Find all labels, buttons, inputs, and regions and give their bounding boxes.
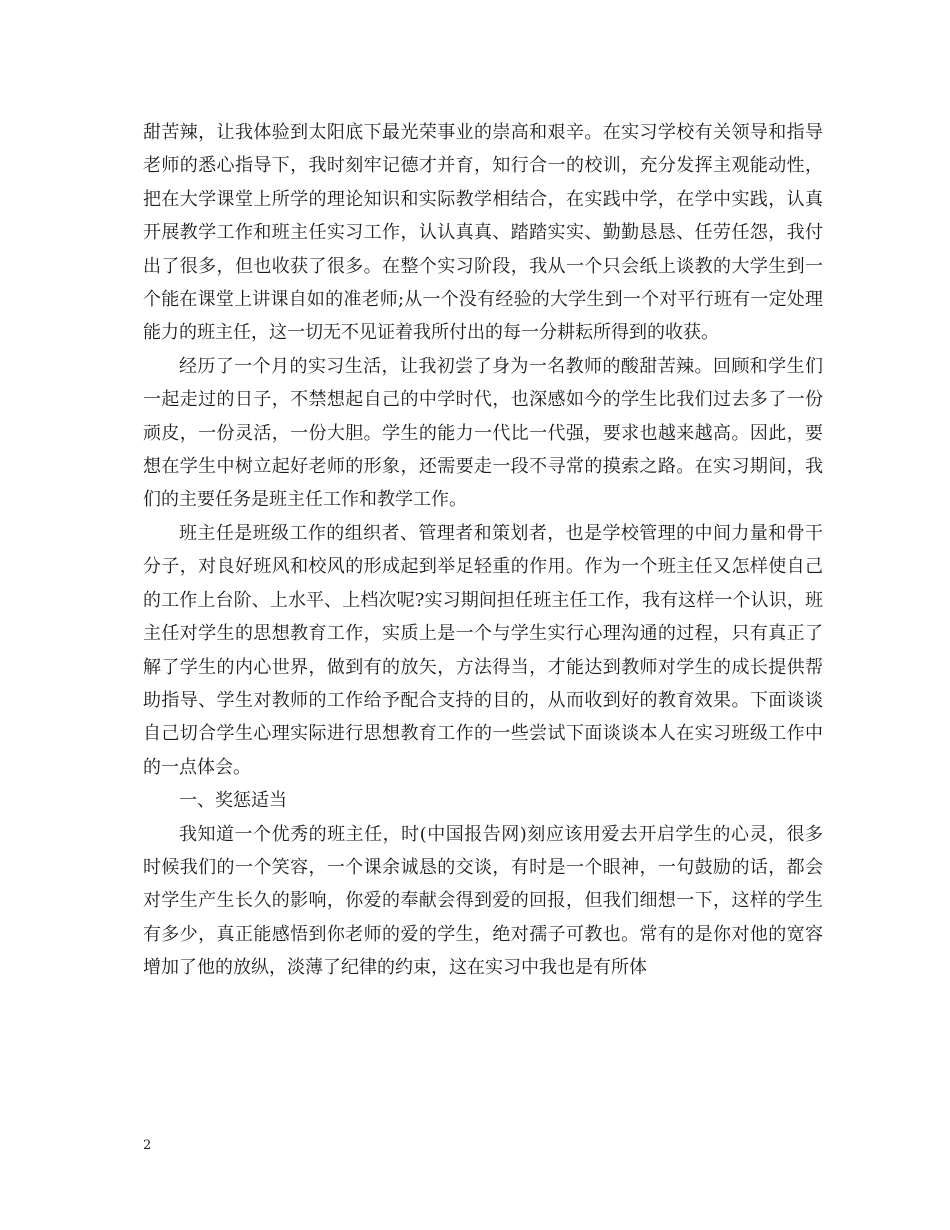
section-heading-rewards-punishments: 一、奖惩适当: [179, 790, 287, 812]
paragraph-internship-experience: 经历了一个月的实习生活，让我初尝了身为一名教师的酸甜苦辣。回顾和学生们一起走过的日子，不禁想起自己的中学时代，也深感如今的学生比我们过去多了一份顽皮，一份灵活，一份大胆。学生的能力一代比一代强，要求也越来越高。因此，要想在学生中树立起好老师的形象，还需要走一段不寻常的摸索之路。在实习期间，我们的主要任务是班主任工作和教学工作。: [143, 355, 823, 511]
page-number: 2: [143, 1138, 152, 1153]
body-text: [143, 116, 823, 985]
paragraph-continued: 甜苦辣，让我体验到太阳底下最光荣事业的崇高和艰辛。在实习学校有关领导和指导老师的悉心指导下，我时刻牢记德才并育，知行合一的校训，充分发挥主观能动性，把在大学课堂上所学的理论知识和实际教学相结合，在实践中学，在学中实践，认真开展教学工作和班主任实习工作，认认真真、踏踏实实、勤勤恳恳、任劳任怨，我付出了很多，但也收获了很多。在整个实习阶段，我从一个只会纸上谈教的大学生到一个能在课堂上讲课自如的准老师;从一个没有经验的大学生到一个对平行班有一定处理能力的班主任，这一切无不见证着我所付出的每一分耕耘所得到的收获。: [143, 122, 823, 344]
paragraph-excellent-teacher: 我知道一个优秀的班主任，时(中国报告网)刻应该用爱去开启学生的心灵，很多时候我们的一个笑容，一个课余诚恳的交谈，有时是一个眼神，一句鼓励的话，都会对学生产生长久的影响，你爱的奉献会得到爱的回报，但我们细想一下，这样的学生有多少，真正能感悟到你老师的爱的学生，绝对孺子可教也。常有的是你对他的宽容增加了他的放纵，淡薄了纪律的约束，这在实习中我也是有所体: [143, 823, 823, 979]
paragraph-head-teacher: 班主任是班级工作的组织者、管理者和策划者，也是学校管理的中间力量和骨干分子，对良好班风和校风的形成起到举足轻重的作用。作为一个班主任又怎样使自己的工作上台阶、上水平、上档次呢?实习期间担任班主任工作，我有这样一个认识，班主任对学生的思想教育工作，实质上是一个与学生实行心理沟通的过程，只有真正了解了学生的内心世界，做到有的放矢，方法得当，才能达到教师对学生的成长提供帮助指导、学生对教师的工作给予配合支持的目的，从而收到好的教育效果。下面谈谈自己切合学生心理实际进行思想教育工作的一些尝试下面谈谈本人在实习班级工作中的一点体会。: [143, 522, 823, 778]
